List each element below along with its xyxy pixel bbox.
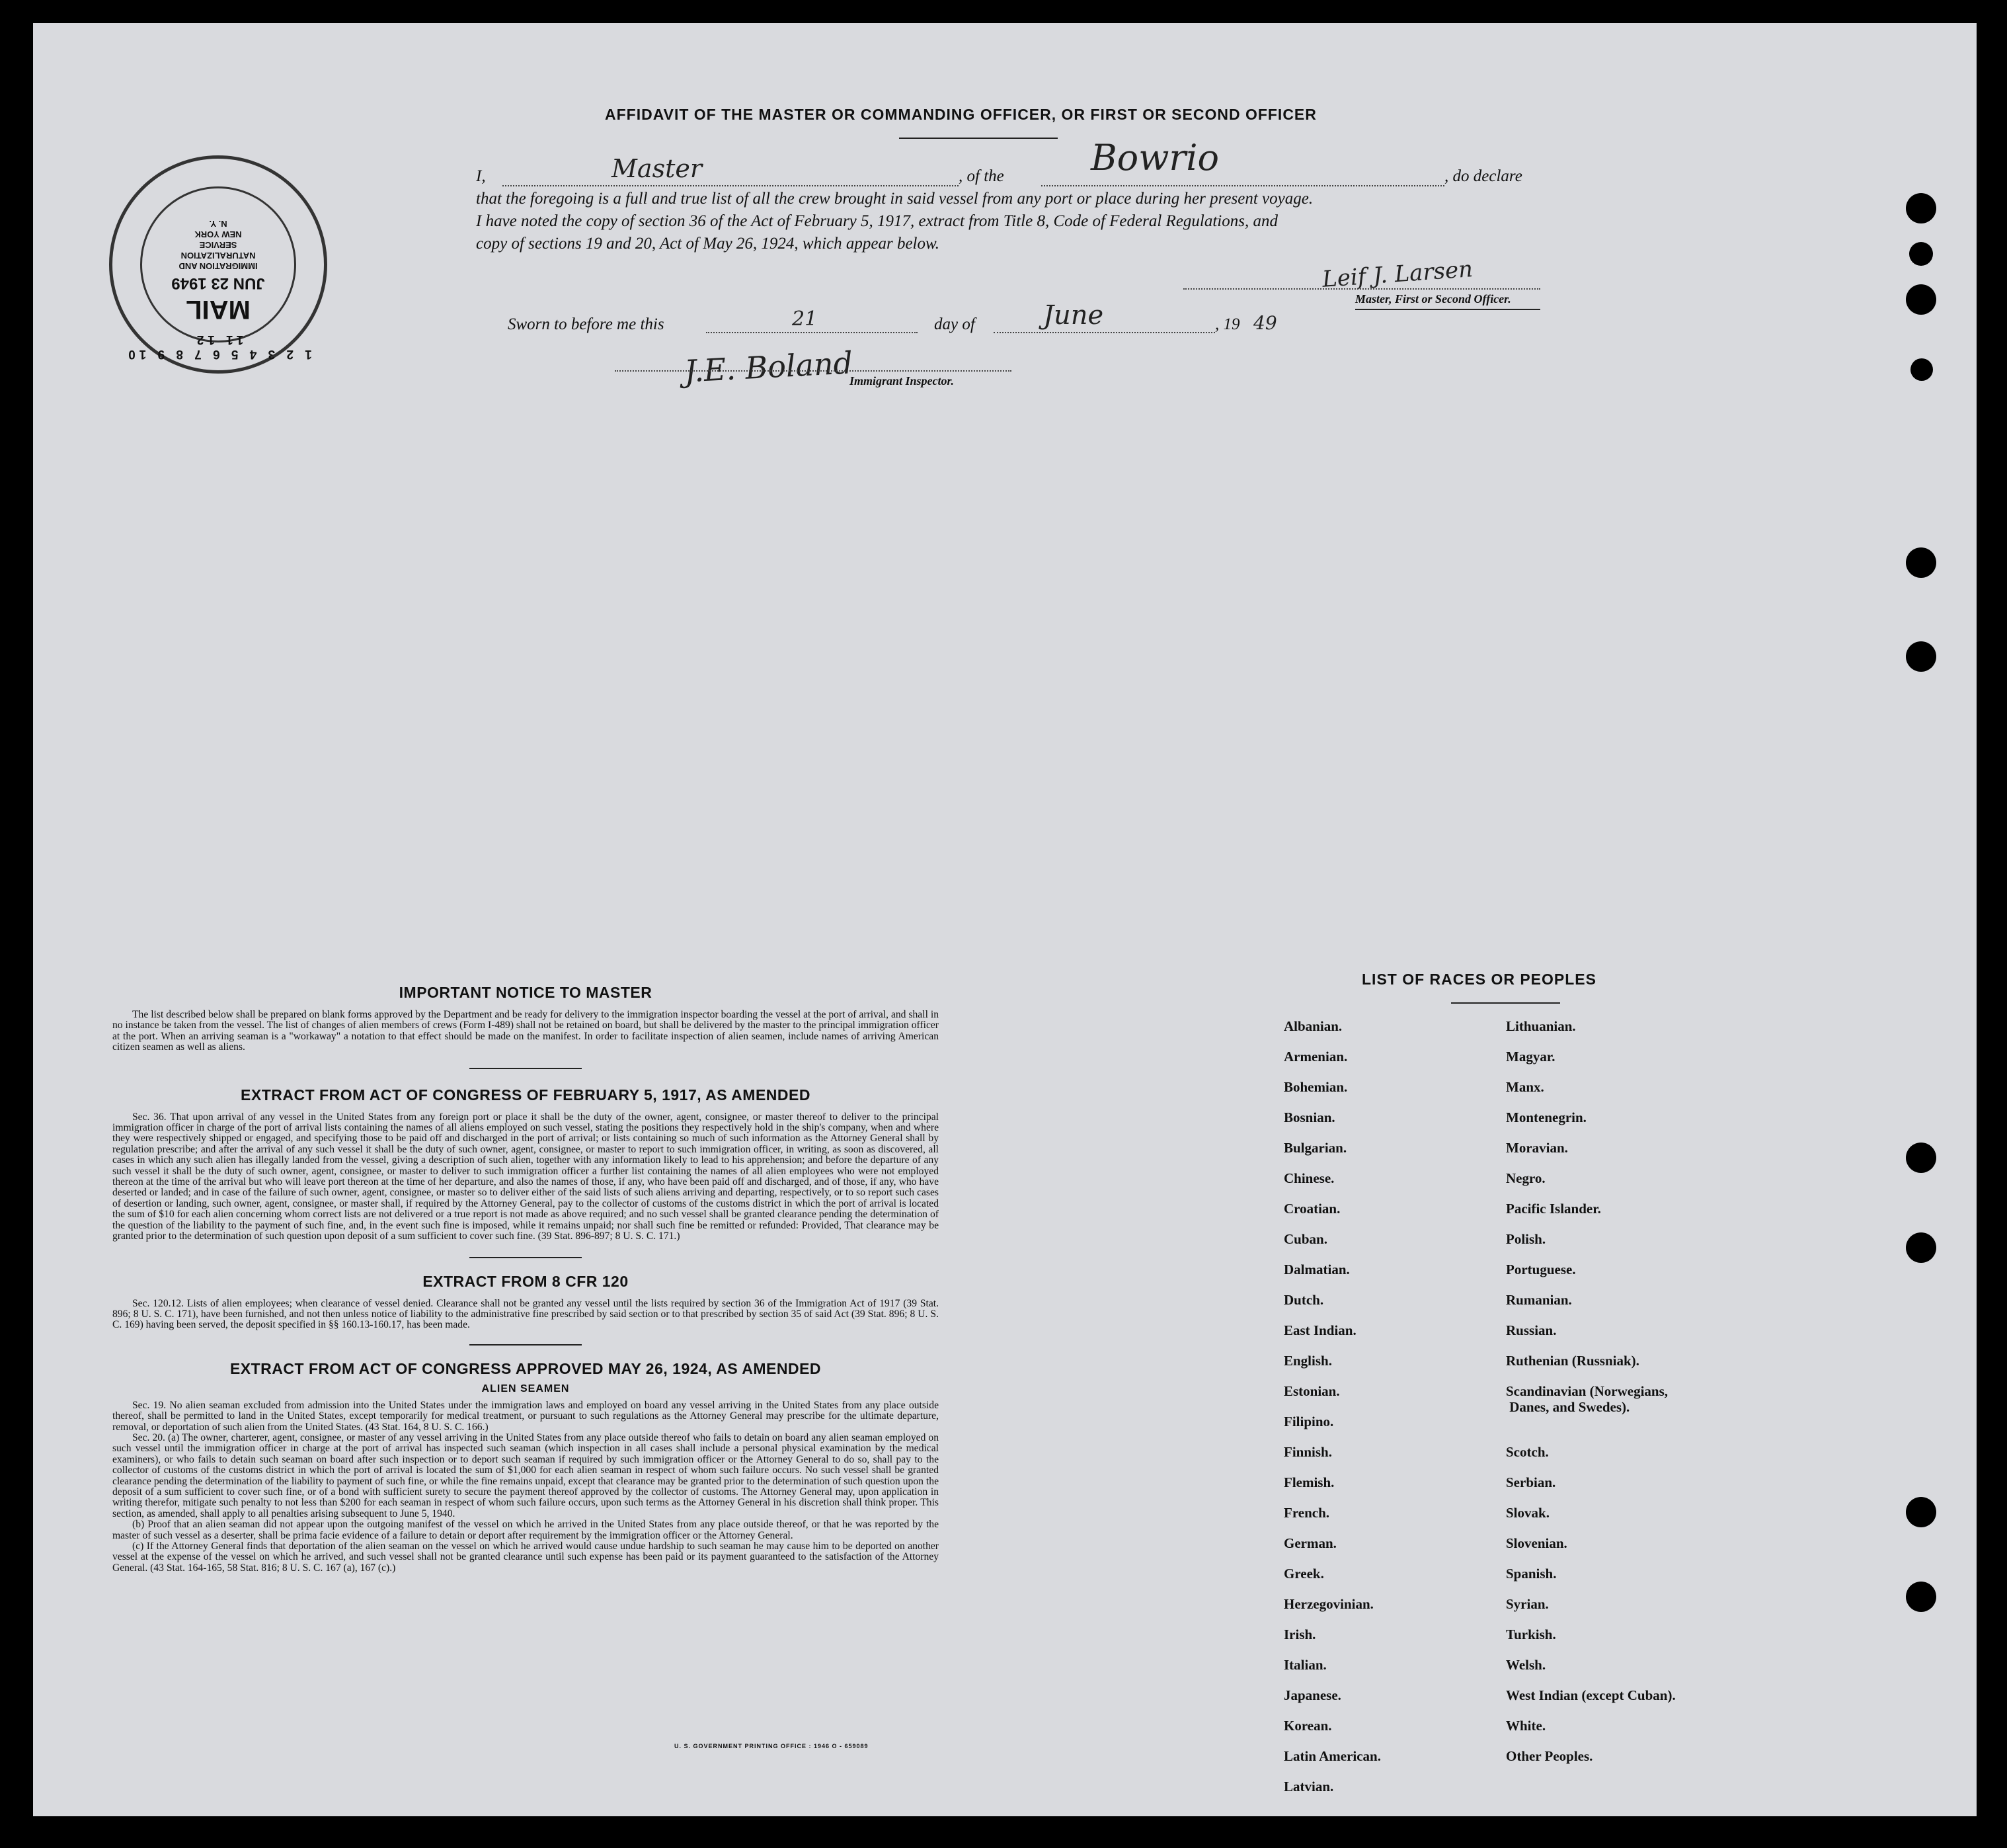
race-item: Slovenian.	[1506, 1535, 1567, 1551]
notice-body: The list described below shall be prepared on blank forms approved by the Department and be ready for delivery to the immigration inspector boarding the vessel at the port of arrival, and shall in no instance be taken from the vessel. The list of changes of alien members of crews (Form I-489) shall not be retained on board, but shall be delivered by the master to the principal immigration officer at the port. When an arriving seaman is a "workaway" a notation to that effect should be made on the manifest. In order to facilitate inspection of alien seamen, include names of arriving American citizen seamen as well as aliens.	[112, 1009, 939, 1053]
race-item: Turkish.	[1506, 1627, 1556, 1642]
race-item: Latin American.	[1284, 1748, 1381, 1764]
race-item: Greek.	[1284, 1566, 1324, 1582]
printer-imprint: U. S. GOVERNMENT PRINTING OFFICE : 1946 O - 659089	[674, 1743, 869, 1749]
race-item: Ruthenian (Russniak).	[1506, 1353, 1639, 1369]
month-dotline	[994, 332, 1215, 333]
punch-hole	[1906, 284, 1936, 315]
master-signature: Leif J. Larsen	[1321, 256, 1474, 293]
sworn-label: Sworn to before me this	[508, 315, 664, 333]
day-dotline	[706, 332, 918, 333]
extract-1924-subtitle: ALIEN SEAMEN	[481, 1383, 570, 1394]
affidavit-title: AFFIDAVIT OF THE MASTER OR COMMANDING OFFICER, OR FIRST OR SECOND OFFICER	[605, 106, 1317, 123]
extract-cfr-title: EXTRACT FROM 8 CFR 120	[422, 1272, 629, 1290]
race-item: German.	[1284, 1535, 1337, 1551]
race-item: Japanese.	[1284, 1687, 1341, 1703]
race-item: Dutch.	[1284, 1292, 1324, 1308]
inspector-dotline	[615, 370, 1011, 372]
race-item: Dalmatian.	[1284, 1262, 1350, 1277]
stamp-line7: N. Y.	[209, 219, 227, 229]
do-declare: , do declare	[1444, 167, 1522, 185]
race-item: Spanish.	[1506, 1566, 1557, 1582]
punch-hole	[1906, 547, 1936, 578]
race-item: Italian.	[1284, 1657, 1327, 1673]
punch-hole	[1906, 1232, 1936, 1263]
race-item: Moravian.	[1506, 1140, 1568, 1156]
race-item: Bohemian.	[1284, 1079, 1348, 1095]
race-item: Lithuanian.	[1506, 1018, 1576, 1034]
race-item: Manx.	[1506, 1079, 1544, 1095]
year-prefix: , 19	[1215, 315, 1240, 333]
race-item: Latvian.	[1284, 1779, 1334, 1794]
race-item: Herzegovinian.	[1284, 1596, 1374, 1612]
extract-1924-p4: (c) If the Attorney General finds that deportation of the alien seaman on the vessel on which he arrived would cause undue hardship to such seaman he may cause him to be deported on another vessel at the expense of the vessel on which he arrived, and such vessel shall not be granted clearance until such expense has been paid or its payment guaranteed to the satisfaction of the Attorney General. (43 Stat. 164-165, 58 Stat. 816; 8 U. S. C. 167 (a), 167 (c).)	[112, 1541, 939, 1574]
race-item: Korean.	[1284, 1718, 1332, 1734]
race-item: Croatian.	[1284, 1201, 1341, 1217]
races-rule	[1451, 1002, 1560, 1004]
i-label: I,	[476, 167, 486, 185]
vessel-value: Bowrio	[1091, 137, 1220, 179]
race-item: Portuguese.	[1506, 1262, 1576, 1277]
stamp-date: JUN 23 1949	[171, 274, 265, 292]
declaration-line-3: I have noted the copy of section 36 of the Act of February 5, 1917, extract from Title 8, Code of Federal Regulations, and	[476, 212, 1278, 230]
race-item: Irish.	[1284, 1627, 1316, 1642]
year-value: 49	[1253, 312, 1277, 334]
extract-cfr-body: Sec. 120.12. Lists of alien employees; when clearance of vessel denied. Clearance shall not be granted any vessel until the lists required by section 36 of the Immigration Act of 1917 (39 Stat. 896; 8 U. S. C. 171), have been furnished, and not then unless notice of liability to the administrative fine prescribed by said section or to that prescribed by section 35 of said Act (39 Stat. 896; 8 U. S. C. 169) having been served, the deposit specified in §§ 160.13-160.17, has been made.	[112, 1297, 939, 1331]
race-item: Filipino.	[1284, 1414, 1334, 1429]
race-item	[1506, 1414, 1676, 1444]
race-item: Slovak.	[1506, 1505, 1550, 1521]
race-item: Polish.	[1506, 1231, 1546, 1247]
race-item: White.	[1506, 1718, 1546, 1734]
races-title: LIST OF RACES OR PEOPLES	[1362, 971, 1596, 988]
extract-1924-p3: (b) Proof that an alien seaman did not appear upon the outgoing manifest of the vessel on which he arrived in the United States from any place outside thereof, or that he was reported by the master of such vessel as a deserter, shall be prima facie evidence of a failure to detain or deport after requirement by the immigration officer or the Attorney General.	[112, 1519, 939, 1541]
signature-dotline	[1183, 288, 1540, 290]
stamp-mail: MAIL	[186, 295, 251, 324]
declaration-line-1	[476, 137, 1547, 189]
race-item: East Indian.	[1284, 1322, 1357, 1338]
sworn-line	[508, 300, 1367, 340]
race-item: Other Peoples.	[1506, 1748, 1593, 1764]
vessel-dotline	[1041, 185, 1444, 186]
notices-column	[112, 984, 939, 1574]
race-item: Scotch.	[1506, 1444, 1549, 1460]
extract-1924-title: EXTRACT FROM ACT OF CONGRESS APPROVED MAY 26, 1924, AS AMENDED	[229, 1359, 822, 1377]
punch-hole	[1906, 1497, 1936, 1527]
stamp-ring-numbers: 1 2 3 4 5 6 7 8 9 10 11 12	[124, 333, 312, 361]
race-item: Cuban.	[1284, 1231, 1327, 1247]
stamp-line3: IMMIGRATION AND	[178, 261, 258, 271]
i-dotline	[502, 185, 959, 186]
race-item: Serbian.	[1506, 1474, 1556, 1490]
race-item: French.	[1284, 1505, 1330, 1521]
stamp-line6: NEW YORK	[194, 229, 242, 239]
stamp-line5: SERVICE	[199, 240, 237, 250]
race-item: Russian.	[1506, 1322, 1557, 1338]
mail-stamp	[109, 155, 327, 374]
races-column-1	[1284, 1018, 1381, 1809]
notice-rule	[469, 1068, 582, 1069]
race-item: Flemish.	[1284, 1474, 1335, 1490]
punch-hole	[1906, 641, 1936, 672]
inspector-caption: Immigrant Inspector.	[849, 374, 955, 387]
extract-1917-body: Sec. 36. That upon arrival of any vessel in the United States from any foreign port or place it shall be the duty of the owner, agent, consignee, or master thereof to deliver to the principal immigration officer in charge of the port of arrival lists containing the names of all aliens employed on such vessel, stating the positions they respectively hold in the ship's company, when and where they were respectively shipped or engaged, and specifying those to be paid off and discharged in the port of arrival; or lists containing so much of such information as the Attorney General shall by regulation prescribe; and after the arrival of any such vessel it shall be the duty of such owner, agent, consignee, or master to report to such immigration officer, in writing, as soon as discovered, all cases in which any such alien has illegally landed from the vessel, giving a description of such alien, together with any information likely to lead to his apprehension; and before the departure of any such vessel it shall be the duty of such owner, agent, consignee, or master to deliver to such immigration officer a further list containing the names of all alien employees who were not employed thereon at the time of the arrival but who will leave port thereon at the time of her departure, and also the names of those, if any, who have been paid off and discharged, and of those, if any, who have deserted or landed; and in case of the failure of such owner, agent, consignee, or master so to deliver either of the said lists of such aliens arriving and departing, respectively, or to so report such cases of desertion or landing, such owner, agent, consignee, or master shall, if required by the Attorney General, pay to the collector of customs of the customs district in which the port of arrival is located the sum of $10 for each alien concerning whom correct lists are not delivered or a true report is not made as above required; and no such vessel shall be granted clearance pending the determination of the question of the liability to the payment of such fine, and, in the event such fine is imposed, while it remains unpaid; nor shall such fine be remitted or refunded: Provided, That clearance may be granted prior to the determination of such question upon deposit of a sum sufficient to cover such fine. (39 Stat. 896-897; 8 U. S. C. 171.)	[112, 1111, 939, 1242]
signature-underline	[1355, 309, 1540, 310]
race-item: Negro.	[1506, 1170, 1546, 1186]
declaration-line-2: that the foregoing is a full and true list of all the crew brought in said vessel from any port or place during her present voyage.	[476, 190, 1314, 208]
race-item: English.	[1284, 1353, 1332, 1369]
sworn-day: 21	[792, 307, 818, 331]
extract-1924-p1: Sec. 19. No alien seaman excluded from admission into the United States under the immigration laws and employed on board any vessel arriving in the United States from any place outside thereof, shall be permitted to land in the United States, except temporarily for medical treatment, or pursuant to such regulations as the Attorney General may prescribe for the ultimate departure, removal, or deportation of such alien from the United States. (43 Stat. 164, 8 U. S. C. 166.)	[112, 1399, 939, 1433]
punch-hole	[1906, 193, 1936, 223]
race-item: West Indian (except Cuban).	[1506, 1687, 1676, 1703]
race-item: Finnish.	[1284, 1444, 1332, 1460]
sworn-month: June	[1043, 300, 1104, 331]
race-item: Magyar.	[1506, 1049, 1555, 1065]
race-item: Estonian.	[1284, 1383, 1340, 1399]
extract-1917-rule	[469, 1257, 582, 1258]
punch-hole	[1906, 1582, 1936, 1612]
races-column-2	[1506, 1018, 1676, 1779]
inspector-signature: J.E. Boland	[683, 344, 854, 389]
extract-cfr-rule	[469, 1344, 582, 1346]
signature-caption: Master, First or Second Officer.	[1355, 292, 1511, 305]
race-item: Albanian.	[1284, 1018, 1343, 1034]
punch-hole	[1906, 1143, 1936, 1173]
race-item: Bulgarian.	[1284, 1140, 1347, 1156]
day-of-label: day of	[934, 315, 975, 333]
declaration-line-4: copy of sections 19 and 20, Act of May 26, 1924, which appear below.	[476, 235, 940, 253]
race-item: Syrian.	[1506, 1596, 1549, 1612]
extract-1917-title: EXTRACT FROM ACT OF CONGRESS OF FEBRUARY 5, 1917, AS AMENDED	[241, 1086, 810, 1104]
race-item: Montenegrin.	[1506, 1109, 1587, 1125]
race-item: Rumanian.	[1506, 1292, 1572, 1308]
notice-title: IMPORTANT NOTICE TO MASTER	[399, 984, 652, 1001]
race-item: Chinese.	[1284, 1170, 1335, 1186]
punch-hole	[1909, 242, 1933, 266]
race-item: Scandinavian (Norwegians, Danes, and Swedes).	[1506, 1383, 1669, 1415]
i-value: Master	[611, 154, 702, 183]
race-item: Armenian.	[1284, 1049, 1348, 1065]
title-rule	[899, 138, 1058, 139]
race-item: Bosnian.	[1284, 1109, 1335, 1125]
of-the-label: , of the	[959, 167, 1004, 185]
extract-1924-p2: Sec. 20. (a) The owner, charterer, agent, consignee, or master of any vessel arriving in the United States from any place outside thereof who fails to detain on board any alien seaman employed on such vessel until the immigration officer in charge at the port of arrival has inspected such seaman (which inspection in all cases shall include a personal physical examination by the medical examiners), or who fails to detain such seaman on board after such inspection or to deport such seaman if required by such immigration officer or the Attorney General to do so, shall pay to the collector of customs of the customs district in which the port of arrival is located the sum of $1,000 for each alien seaman in respect of whom such failure occurs. No such vessel shall be granted clearance pending the determination of the liability to payment of such fine, or while the fine remains unpaid, except that clearance may be granted prior to the determination of such question upon the deposit of a sum sufficient to cover such fine, or of a bond with sufficient surety to secure the payment thereof approved by the collector of customs. The Attorney General may, upon application in writing therefor, mitigate such penalty to not less than $200 for each seaman in respect of whom such failure occurs, upon such terms as the Attorney General in his discretion shall think proper. This section, as amended, shall apply to all penalties arising subsequent to June 5, 1940.	[112, 1431, 939, 1519]
race-item: Welsh.	[1506, 1657, 1546, 1673]
punch-hole	[1910, 358, 1933, 381]
stamp-line4: NATURALIZATION	[180, 251, 256, 261]
race-item: Pacific Islander.	[1506, 1201, 1601, 1217]
